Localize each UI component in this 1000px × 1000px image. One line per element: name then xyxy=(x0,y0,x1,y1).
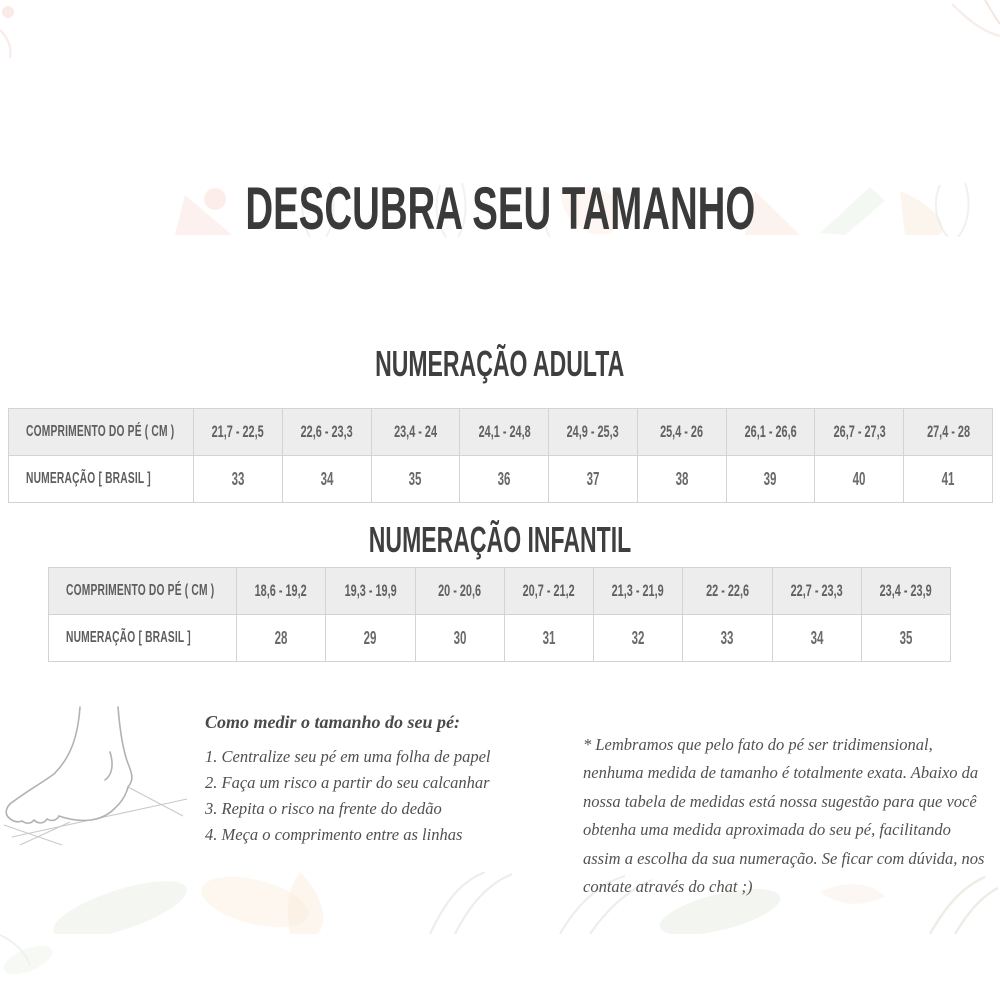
kids-section-heading xyxy=(0,519,1000,560)
brazil-size-cell xyxy=(594,615,683,662)
foot-length-range-cell-text: 19,3 - 19,9 xyxy=(344,581,397,600)
brazil-size-cell xyxy=(460,456,549,503)
brazil-size-cell-text: 32 xyxy=(631,627,645,648)
foot-length-range-cell-text: 24,9 - 25,3 xyxy=(566,422,619,441)
brazil-size-cell xyxy=(549,456,638,503)
brazil-size-cell-text: 37 xyxy=(586,468,600,489)
kids-section-heading-text: NUMERAÇÃO INFANTIL xyxy=(368,519,632,560)
brazil-size-cell xyxy=(326,615,415,662)
brazil-size-cell-text: 33 xyxy=(720,627,734,648)
foot-length-range-cell xyxy=(772,568,861,615)
measure-guide xyxy=(205,712,577,848)
brazil-size-cell-text: 38 xyxy=(675,468,689,489)
adult-size-table xyxy=(8,408,993,503)
measure-step: 1. Centralize seu pé em uma folha de papel xyxy=(205,747,491,766)
foot-length-range-cell-text: 21,7 - 22,5 xyxy=(211,422,264,441)
foot-length-range-cell xyxy=(815,409,904,456)
foot-length-range-cell xyxy=(683,568,772,615)
foot-length-range-cell-text: 24,1 - 24,8 xyxy=(478,422,531,441)
brazil-size-cell-text: 35 xyxy=(408,468,422,489)
measure-steps-list xyxy=(205,744,577,848)
foot-length-label-cell xyxy=(49,568,237,615)
measure-step: 4. Meça o comprimento entre as linhas xyxy=(205,825,463,844)
brazil-size-cell xyxy=(815,456,904,503)
foot-length-range-cell xyxy=(504,568,593,615)
kids-foot-length-row xyxy=(49,568,951,615)
brazil-size-cell-text: 39 xyxy=(764,468,777,489)
foot-length-range-cell xyxy=(460,409,549,456)
foot-length-range-cell-text: 23,4 - 23,9 xyxy=(879,581,932,600)
measure-step: 3. Repita o risco na frente do dedão xyxy=(205,799,442,818)
brazil-size-cell-text: 28 xyxy=(274,627,288,648)
foot-length-range-cell xyxy=(415,568,504,615)
foot-length-range-cell xyxy=(282,409,371,456)
foot-length-range-cell-text: 22 - 22,6 xyxy=(705,581,749,600)
adult-brazil-size-row xyxy=(9,456,993,503)
brazil-size-cell-text: 30 xyxy=(453,627,467,648)
brazil-size-cell xyxy=(683,615,772,662)
brazil-size-cell xyxy=(637,456,726,503)
brazil-size-cell xyxy=(371,456,460,503)
brazil-size-label: NUMERAÇÃO [ BRASIL ] xyxy=(66,629,191,646)
brazil-size-cell-text: 33 xyxy=(231,468,245,489)
brazil-size-label: NUMERAÇÃO [ BRASIL ] xyxy=(26,470,151,487)
brazil-size-cell-text: 34 xyxy=(320,468,334,489)
adult-section-heading xyxy=(0,343,1000,384)
brazil-size-label-cell xyxy=(49,615,237,662)
measure-guide-heading: Como medir o tamanho do seu pé: xyxy=(205,712,461,732)
adult-foot-length-row xyxy=(9,409,993,456)
brazil-size-cell xyxy=(904,456,993,503)
foot-length-range-cell-text: 20,7 - 21,2 xyxy=(522,581,575,600)
brazil-size-cell xyxy=(415,615,504,662)
brazil-size-cell xyxy=(282,456,371,503)
brazil-size-cell-text: 29 xyxy=(363,627,377,648)
page-title-text: DESCUBRA SEU TAMANHO xyxy=(245,175,755,242)
foot-length-range-cell-text: 21,3 - 21,9 xyxy=(612,581,665,600)
foot-length-range-cell-text: 20 - 20,6 xyxy=(438,581,482,600)
brazil-size-label-cell xyxy=(9,456,194,503)
kids-size-table xyxy=(48,567,951,662)
foot-length-range-cell-text: 25,4 - 26 xyxy=(660,422,704,441)
foot-length-range-cell-text: 26,1 - 26,6 xyxy=(744,422,797,441)
adult-section-heading-text: NUMERAÇÃO ADULTA xyxy=(375,343,625,384)
foot-length-range-cell xyxy=(594,568,683,615)
disclaimer-note: * Lembramos que pelo fato do pé ser tridimensional, nenhuma medida de tamanho é totalmente exata. Abaixo da nossa tabela de medidas está nossa sugestão para que você obtenha uma medida aproximada do seu pé, facilitando assim a escolha da sua numeração. Se ficar com dúvida, nos contate através do chat ;) xyxy=(583,734,985,896)
foot-length-range-cell xyxy=(326,568,415,615)
foot-length-range-cell xyxy=(726,409,815,456)
brazil-size-cell xyxy=(726,456,815,503)
foot-length-range-cell-text: 23,4 - 24 xyxy=(393,422,437,441)
measure-step: 2. Faça um risco a partir do seu calcanhar xyxy=(205,773,490,792)
brazil-size-cell-text: 36 xyxy=(497,468,511,489)
foot-illustration xyxy=(2,704,194,846)
foot-length-range-cell-text: 18,6 - 19,2 xyxy=(255,581,308,600)
foot-length-label-cell xyxy=(9,409,194,456)
foot-length-range-cell xyxy=(237,568,326,615)
brazil-size-cell-text: 35 xyxy=(899,627,913,648)
foot-length-range-cell-text: 22,7 - 23,3 xyxy=(790,581,843,600)
kids-brazil-size-row xyxy=(49,615,951,662)
foot-length-range-cell xyxy=(194,409,283,456)
foot-length-label: COMPRIMENTO DO PÉ ( CM ) xyxy=(26,423,175,440)
brazil-size-cell xyxy=(772,615,861,662)
foot-length-range-cell xyxy=(861,568,950,615)
brazil-size-cell-text: 40 xyxy=(852,468,866,489)
foot-length-range-cell xyxy=(371,409,460,456)
brazil-size-cell-text: 41 xyxy=(941,468,955,489)
foot-length-range-cell-text: 22,6 - 23,3 xyxy=(300,422,353,441)
brazil-size-cell-text: 34 xyxy=(810,627,824,648)
foot-length-range-cell xyxy=(549,409,638,456)
foot-length-range-cell xyxy=(904,409,993,456)
page-title xyxy=(0,175,1000,242)
brazil-size-cell xyxy=(504,615,593,662)
brazil-size-cell-text: 31 xyxy=(542,627,556,648)
brazil-size-cell xyxy=(861,615,950,662)
foot-length-range-cell xyxy=(637,409,726,456)
foot-length-label: COMPRIMENTO DO PÉ ( CM ) xyxy=(66,582,215,599)
foot-length-range-cell-text: 27,4 - 28 xyxy=(926,422,970,441)
foot-length-range-cell-text: 26,7 - 27,3 xyxy=(833,422,886,441)
